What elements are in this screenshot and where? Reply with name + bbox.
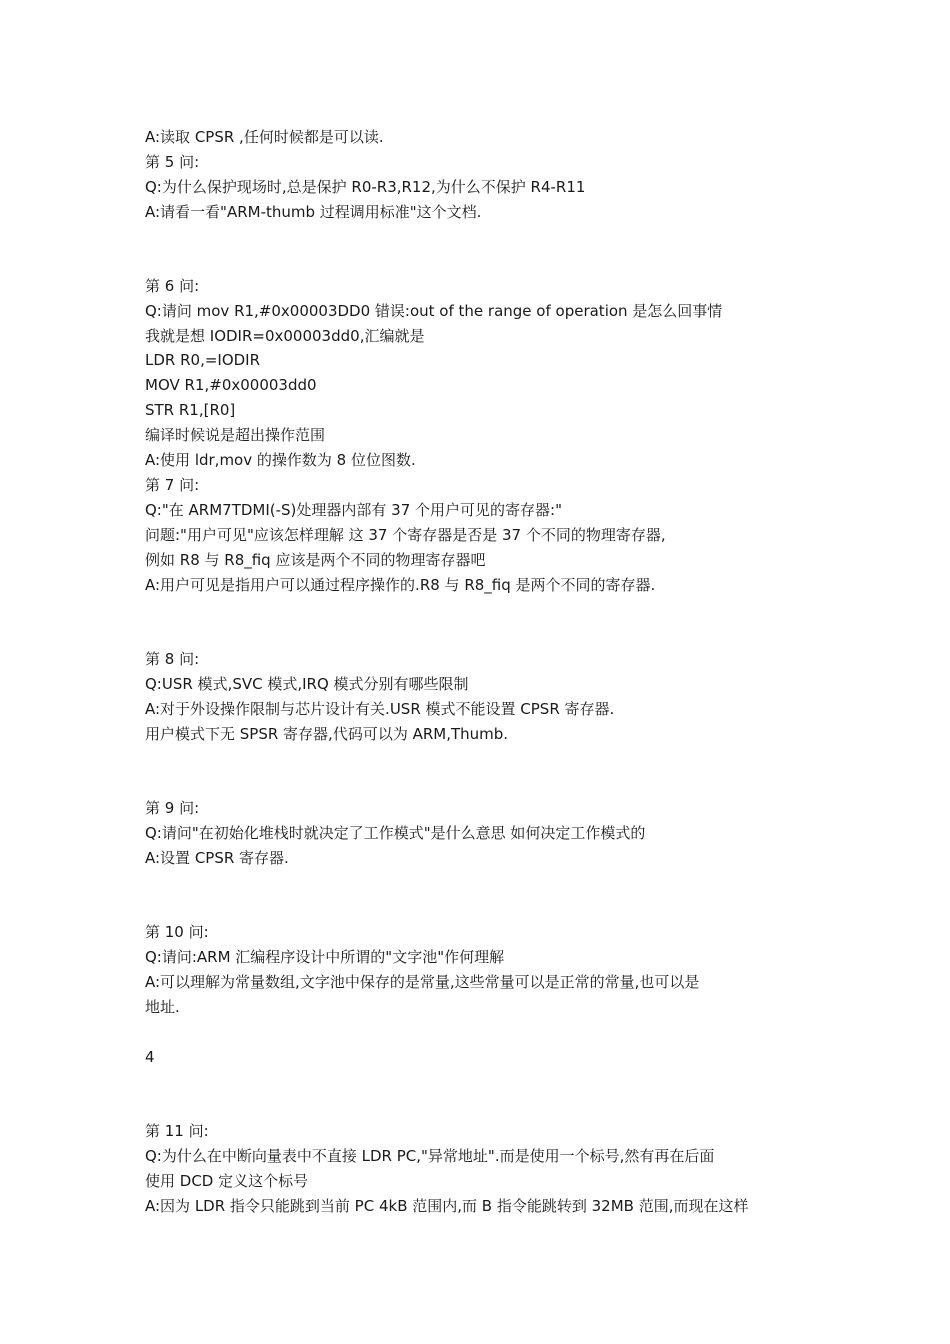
text-line: A:读取 CPSR ,任何时候都是可以读. xyxy=(145,128,384,146)
text-line: Q:请问"在初始化堆栈时就决定了工作模式"是什么意思 如何决定工作模式的 xyxy=(145,824,646,842)
text-line: 用户模式下无 SPSR 寄存器,代码可以为 ARM,Thumb. xyxy=(145,725,509,743)
code-line: STR R1,[R0] xyxy=(145,401,236,419)
text-line: A:对于外设操作限制与芯片设计有关.USR 模式不能设置 CPSR 寄存器. xyxy=(145,700,615,718)
text-line: Q:请问:ARM 汇编程序设计中所谓的"文字池"作何理解 xyxy=(145,948,505,966)
question-heading: 第 8 问: xyxy=(145,650,200,668)
question-heading: 第 9 问: xyxy=(145,799,200,817)
text-line: 编译时候说是超出操作范围 xyxy=(145,426,326,444)
text-line: A:因为 LDR 指令只能跳到当前 PC 4kB 范围内,而 B 指令能跳转到 32MB 范围,而现在这样 xyxy=(145,1197,749,1215)
text-line: Q:USR 模式,SVC 模式,IRQ 模式分别有哪些限制 xyxy=(145,675,469,693)
text-line: A:用户可见是指用户可以通过程序操作的.R8 与 R8_fiq 是两个不同的寄存器. xyxy=(145,576,656,594)
question-heading: 第 6 问: xyxy=(145,277,200,295)
text-line: Q:为什么在中断向量表中不直接 LDR PC,"异常地址".而是使用一个标号,然有再在后面 xyxy=(145,1147,715,1165)
code-line: MOV R1,#0x00003dd0 xyxy=(145,376,317,394)
code-line: LDR R0,=IODIR xyxy=(145,351,261,369)
question-heading: 第 7 问: xyxy=(145,476,200,494)
text-line: Q:为什么保护现场时,总是保护 R0-R3,R12,为什么不保护 R4-R11 xyxy=(145,178,586,196)
text-line: 我就是想 IODIR=0x00003dd0,汇编就是 xyxy=(145,327,425,345)
page-number: 4 xyxy=(145,1048,155,1066)
text-line: Q:"在 ARM7TDMI(-S)处理器内部有 37 个用户可见的寄存器:" xyxy=(145,501,562,519)
question-heading: 第 10 问: xyxy=(145,923,209,941)
text-line: Q:请问 mov R1,#0x00003DD0 错误:out of the range of operation 是怎么回事情 xyxy=(145,302,723,320)
question-heading: 第 5 问: xyxy=(145,153,200,171)
text-line: A:可以理解为常量数组,文字池中保存的是常量,这些常量可以是正常的常量,也可以是 xyxy=(145,973,700,991)
text-line: 例如 R8 与 R8_fiq 应该是两个不同的物理寄存器吧 xyxy=(145,551,486,569)
question-heading: 第 11 问: xyxy=(145,1122,209,1140)
text-line: A:请看一看"ARM-thumb 过程调用标准"这个文档. xyxy=(145,203,482,221)
text-line: 使用 DCD 定义这个标号 xyxy=(145,1172,309,1190)
text-line: 问题:"用户可见"应该怎样理解 这 37 个寄存器是否是 37 个不同的物理寄存器, xyxy=(145,526,666,544)
text-line: 地址. xyxy=(145,998,180,1016)
text-line: A:使用 ldr,mov 的操作数为 8 位位图数. xyxy=(145,451,416,469)
text-line: A:设置 CPSR 寄存器. xyxy=(145,849,289,867)
